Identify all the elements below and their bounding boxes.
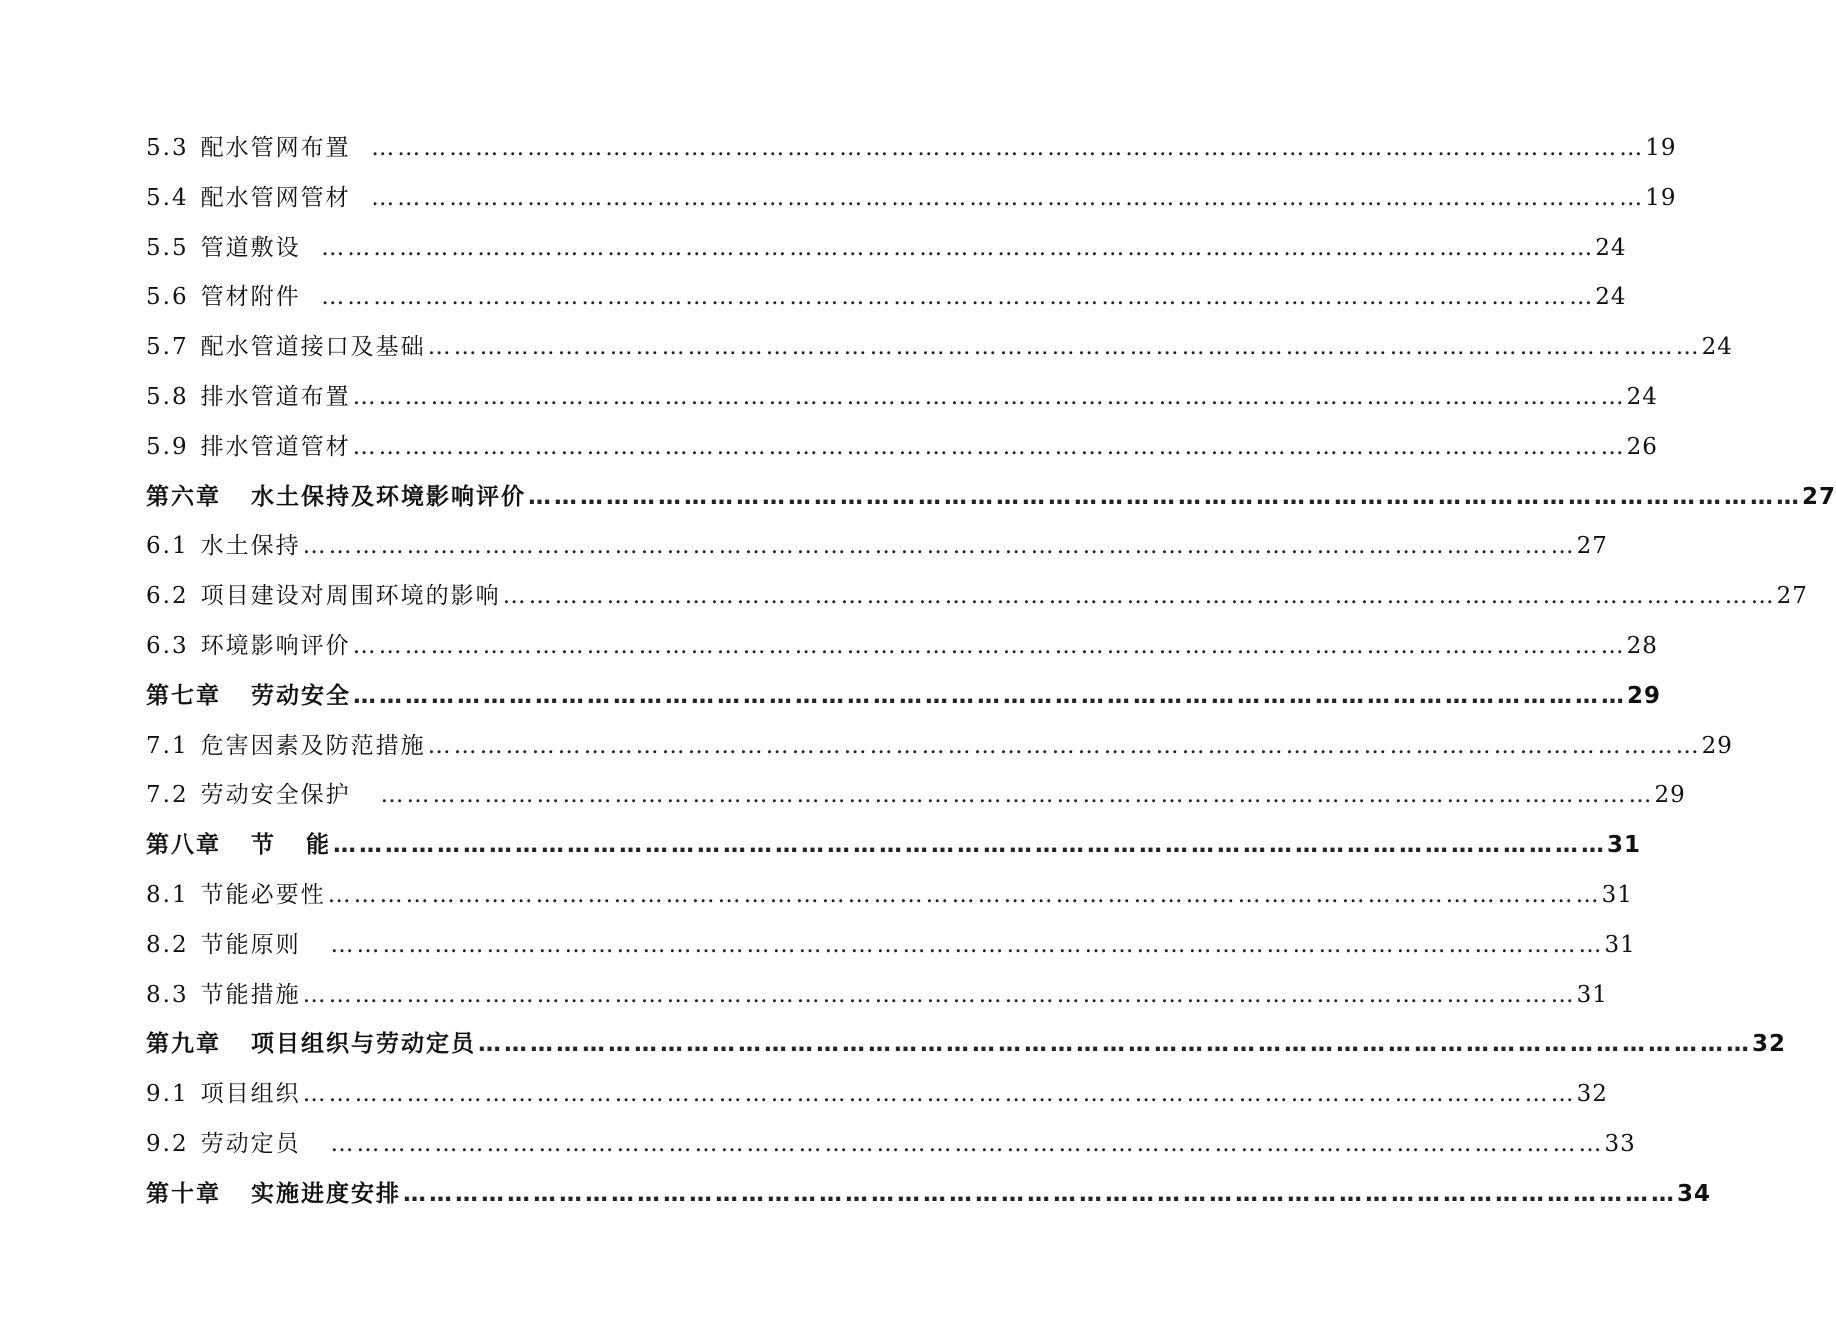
toc-entry-number: 8.3 xyxy=(146,981,189,1008)
toc-entry-title: 排水管道布置 xyxy=(200,383,351,410)
dot-leader: ………………………………………………………………………………………………………………………………… xyxy=(333,832,1608,859)
toc-section-entry xyxy=(146,1070,1608,1120)
dot-leader: ………………………………………………………………………………………………………………………………… xyxy=(371,184,1646,211)
toc-entry-page-number: 32 xyxy=(1576,1081,1608,1108)
toc-entry-number: 6.3 xyxy=(146,632,189,659)
dot-leader: ………………………………………………………………………………………………………………………………… xyxy=(427,732,1702,759)
toc-entry-title: 配水管道接口及基础 xyxy=(200,334,426,361)
toc-entry-title: 配水管网布置 xyxy=(200,135,351,161)
toc-entry-title: 实施进度安排 xyxy=(251,1180,401,1207)
toc-section-entry xyxy=(146,423,1658,473)
toc-entry-number: 7.2 xyxy=(146,782,189,809)
toc-entry-title: 节能必要性 xyxy=(200,881,326,908)
dot-leader: ………………………………………………………………………………………………………………………………… xyxy=(502,583,1777,610)
toc-section-entry xyxy=(146,971,1608,1021)
dot-leader: ………………………………………………………………………………………………………………………………… xyxy=(352,632,1627,659)
toc-section-entry xyxy=(146,771,1686,821)
toc-section-entry xyxy=(146,572,1808,622)
toc-entry-title: 节能措施 xyxy=(200,981,301,1008)
toc-entry-page-number: 27 xyxy=(1802,483,1836,510)
toc-entry-number: 5.4 xyxy=(146,184,189,211)
toc-entry-spacing xyxy=(351,771,379,821)
toc-entry-number: 第六章 xyxy=(146,483,221,510)
toc-entry-title: 水土保持 xyxy=(200,533,301,560)
toc-entry-page-number: 26 xyxy=(1626,433,1658,460)
toc-entry-number: 第七章 xyxy=(146,682,221,709)
toc-section-entry xyxy=(146,373,1658,423)
toc-section-entry xyxy=(146,224,1627,274)
toc-section-entry xyxy=(146,273,1627,323)
toc-entry-title: 管材附件 xyxy=(200,284,301,311)
toc-section-entry xyxy=(146,921,1636,971)
toc-entry-title: 劳动安全保护 xyxy=(200,782,351,809)
toc-entry-number: 9.1 xyxy=(146,1081,189,1108)
toc-section-entry xyxy=(146,871,1633,921)
toc-entry-title: 项目建设对周围环境的影响 xyxy=(200,583,501,610)
dot-leader: ………………………………………………………………………………………………………………………………… xyxy=(321,284,1596,311)
toc-entry-page-number: 24 xyxy=(1701,334,1733,361)
toc-entry-title: 配水管网管材 xyxy=(200,184,351,211)
toc-entry-title: 劳动安全 xyxy=(251,682,351,709)
toc-chapter-entry xyxy=(146,1020,1787,1070)
toc-entry-spacing xyxy=(351,174,370,224)
toc-entry-number: 8.1 xyxy=(146,881,189,908)
dot-leader: ………………………………………………………………………………………………………………………………… xyxy=(302,1081,1577,1108)
dot-leader: ………………………………………………………………………………………………………………………………… xyxy=(327,881,1602,908)
toc-entry-title: 节能原则 xyxy=(200,931,301,958)
toc-section-entry xyxy=(146,1120,1636,1170)
toc-section-entry xyxy=(146,622,1658,672)
toc-entry-title: 管道敷设 xyxy=(200,234,301,261)
toc-entry-number: 5.9 xyxy=(146,433,189,460)
toc-chapter-entry xyxy=(146,1170,1712,1220)
toc-entry-number: 6.1 xyxy=(146,533,189,560)
toc-entry-page-number: 24 xyxy=(1595,284,1627,311)
toc-entry-number: 5.5 xyxy=(146,234,189,261)
toc-chapter-entry xyxy=(146,821,1642,871)
toc-entry-page-number: 29 xyxy=(1701,732,1733,759)
toc-section-entry xyxy=(146,323,1733,373)
dot-leader: ………………………………………………………………………………………………………………………………… xyxy=(353,682,1627,709)
toc-section-entry xyxy=(146,174,1677,224)
toc-entry-title: 危害因素及防范措施 xyxy=(200,732,426,759)
toc-entry-page-number: 19 xyxy=(1645,135,1677,161)
toc-entry-spacing xyxy=(351,124,370,174)
toc-entry-number: 5.3 xyxy=(146,135,189,161)
toc-entry-page-number: 31 xyxy=(1601,881,1633,908)
dot-leader: ………………………………………………………………………………………………………………………………… xyxy=(330,1130,1605,1157)
toc-entry-number: 8.2 xyxy=(146,931,189,958)
toc-entry-title: 节 能 xyxy=(251,832,332,859)
toc-entry-title: 项目组织与劳动定员 xyxy=(251,1031,476,1058)
toc-entry-page-number: 29 xyxy=(1627,682,1662,709)
toc-entry-number: 5.6 xyxy=(146,284,189,311)
dot-leader: ………………………………………………………………………………………………………………………………… xyxy=(321,234,1596,261)
toc-entry-page-number: 32 xyxy=(1752,1031,1787,1058)
toc-entry-number: 6.2 xyxy=(146,583,189,610)
toc-entry-number: 第十章 xyxy=(146,1180,221,1207)
dot-leader: ………………………………………………………………………………………………………………………………… xyxy=(403,1180,1677,1207)
toc-entry-page-number: 31 xyxy=(1604,931,1636,958)
toc-entry-number: 第八章 xyxy=(146,832,221,859)
toc-chapter-entry xyxy=(146,672,1662,722)
toc-entry-title: 劳动定员 xyxy=(200,1130,301,1157)
dot-leader: ………………………………………………………………………………………………………………………………… xyxy=(371,135,1646,161)
toc-entry-title: 水土保持及环境影响评价 xyxy=(251,483,526,510)
toc-entry-spacing xyxy=(301,273,320,323)
toc-entry-number: 第九章 xyxy=(146,1031,221,1058)
toc-entry-page-number: 24 xyxy=(1595,234,1627,261)
toc-entry-title: 项目组织 xyxy=(200,1081,301,1108)
toc-entry-number: 9.2 xyxy=(146,1130,189,1157)
dot-leader: ………………………………………………………………………………………………………………………………… xyxy=(528,483,1802,510)
dot-leader: ………………………………………………………………………………………………………………………………… xyxy=(478,1031,1752,1058)
toc-section-entry xyxy=(146,522,1608,572)
toc-entry-spacing xyxy=(301,224,320,274)
dot-leader: ………………………………………………………………………………………………………………………………… xyxy=(380,782,1655,809)
dot-leader: ………………………………………………………………………………………………………………………………… xyxy=(427,334,1702,361)
toc-entry-page-number: 27 xyxy=(1576,533,1608,560)
toc-section-entry xyxy=(146,722,1733,772)
toc-section-entry xyxy=(146,124,1677,174)
toc-entry-page-number: 34 xyxy=(1677,1180,1712,1207)
toc-entry-spacing xyxy=(301,1120,329,1170)
table-of-contents xyxy=(146,124,1836,1220)
dot-leader: ………………………………………………………………………………………………………………………………… xyxy=(330,931,1605,958)
toc-entry-page-number: 33 xyxy=(1604,1130,1636,1157)
toc-entry-page-number: 29 xyxy=(1654,782,1686,809)
toc-chapter-entry xyxy=(146,473,1836,523)
toc-entry-page-number: 31 xyxy=(1576,981,1608,1008)
dot-leader: ………………………………………………………………………………………………………………………………… xyxy=(352,383,1627,410)
toc-entry-title: 排水管道管材 xyxy=(200,433,351,460)
toc-entry-page-number: 19 xyxy=(1645,184,1677,211)
toc-entry-number: 5.7 xyxy=(146,334,189,361)
dot-leader: ………………………………………………………………………………………………………………………………… xyxy=(302,981,1577,1008)
toc-entry-page-number: 27 xyxy=(1776,583,1808,610)
toc-entry-page-number: 31 xyxy=(1607,832,1642,859)
toc-entry-number: 5.8 xyxy=(146,383,189,410)
dot-leader: ………………………………………………………………………………………………………………………………… xyxy=(352,433,1627,460)
toc-entry-title: 环境影响评价 xyxy=(200,632,351,659)
toc-entry-page-number: 28 xyxy=(1626,632,1658,659)
dot-leader: ………………………………………………………………………………………………………………………………… xyxy=(302,533,1577,560)
toc-entry-spacing xyxy=(301,921,329,971)
toc-entry-number: 7.1 xyxy=(146,732,189,759)
toc-entry-page-number: 24 xyxy=(1626,383,1658,410)
